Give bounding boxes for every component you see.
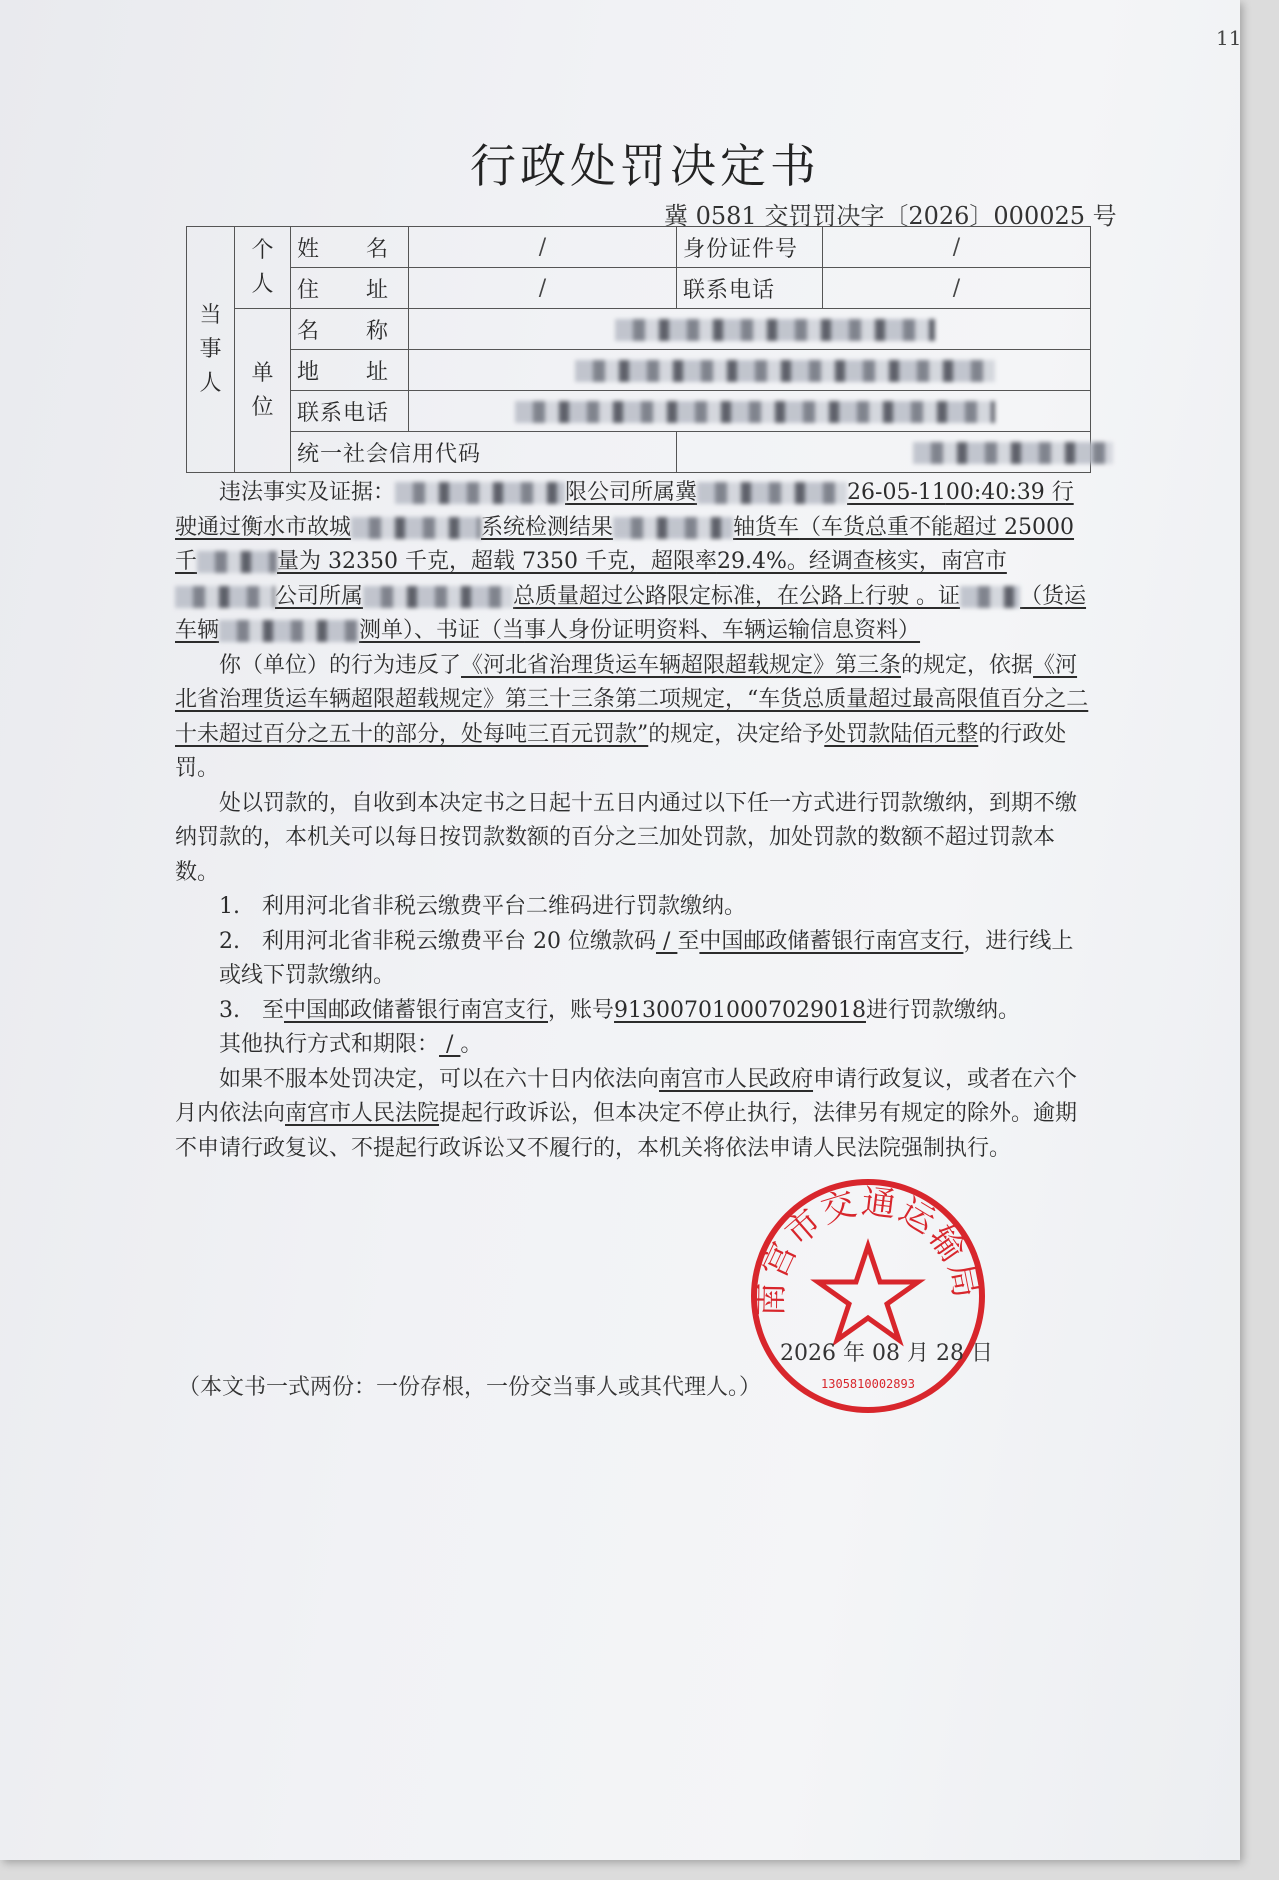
unit-name-label: 名 称	[291, 309, 409, 350]
payment-item-2	[175, 925, 1095, 994]
decision-date: 2026 年 08 月 28 日	[780, 1341, 993, 1366]
redaction-block	[575, 360, 995, 382]
violation-text-1: 你（单位）的行为违反了	[219, 652, 462, 678]
phone-value: /	[823, 268, 1091, 309]
facts-line3b: 量为 32350 千克，超载 7350 千克，超限率	[277, 549, 717, 574]
star-icon	[818, 1246, 918, 1340]
facts-line2c: 轴货车	[733, 514, 800, 540]
redaction-block	[395, 482, 565, 504]
payment-item-1: 1. 利用河北省非税云缴费平台二维码进行罚款缴纳。	[219, 894, 746, 919]
redaction-block	[515, 401, 995, 423]
payment-item-3	[175, 994, 1095, 1029]
facts-line6: 事人身份证明资料、车辆运输信息资料）	[524, 618, 921, 643]
credit-code-label: 统一社会信用代码	[291, 432, 677, 473]
redaction-block	[615, 319, 935, 341]
payment-item-2-to: 至	[677, 928, 700, 954]
redaction-block	[697, 482, 847, 504]
unit-phone-redacted	[409, 391, 1091, 432]
address-value: /	[409, 268, 677, 309]
facts-line2b: 系统检测结果	[481, 514, 614, 540]
seal-text: 南宫市交通运输局	[750, 1181, 987, 1317]
name-label: 姓 名	[291, 227, 409, 268]
seal-code: 1305810002893	[821, 1377, 915, 1391]
penalty-basis: 《河北省治理货运车辆超限超载规定》第三十三条第二项规定，“车货总质量超过最高限值百分之二十未超过百分之五十的部分，处每吨三百元罚款”	[175, 652, 1089, 747]
document-body	[175, 476, 1095, 1166]
facts-line4b: 公司所属	[275, 583, 364, 609]
payment-intro: 处以罚款的，自收到本决定书之日起十五日内通过以下任一方式进行罚款缴纳，到期不缴纳罚款的，本机关可以每日按罚款数额的百分之三加处罚款，加处罚款的数额不超过罚款本数。	[175, 790, 1078, 885]
penalty-decision: 处罚款陆佰元整	[824, 721, 979, 747]
document-number: 冀 0581 交罚罚决字〔2026〕000025 号	[664, 202, 1117, 230]
payment-account-label: ，账号	[548, 997, 615, 1023]
id-label: 身份证件号	[677, 227, 823, 268]
appeal-paragraph	[175, 1063, 1095, 1167]
payment-item-3-text: 3. 至	[219, 997, 284, 1023]
facts-label: 违法事实及证据：	[219, 480, 396, 505]
redaction-block	[613, 517, 733, 539]
payment-item-2-text: 2. 利用河北省非税云缴费平台 20 位缴款码	[219, 928, 656, 954]
redaction-block	[960, 586, 1020, 608]
phone-label: 联系电话	[677, 268, 823, 309]
appeal-text-2: 申请行政复议，或者在六个月内依法向	[175, 1066, 1078, 1126]
redaction-block	[197, 551, 277, 573]
appeal-text-3: 提起行政诉讼，但本决定不停止执行，法律另有规定的除外。逾期不申请行政复议、不提起行政诉讼又不履行的，本机关将依法申请人民法院强制执行。	[175, 1101, 1078, 1161]
review-authority: 南宫市人民政府	[659, 1066, 814, 1092]
unit-address-redacted	[409, 350, 1091, 391]
facts-paragraph	[175, 476, 1095, 649]
unit-address-label: 地 址	[291, 350, 409, 391]
page-title: 行政处罚决定书	[470, 139, 820, 193]
party-group-label: 当事人	[187, 227, 235, 473]
facts-line1: 限公司所属冀	[565, 480, 698, 505]
redaction-block	[363, 586, 513, 608]
payment-account: 913007010007029018	[614, 997, 866, 1023]
violation-text-3: 的规定，决定给予	[648, 721, 825, 747]
facts-line5a: 限定标准，在公路上行驶 。证	[667, 583, 961, 609]
facts-line3a: （车货总重不能超过 25000 千	[175, 514, 1075, 574]
facts-line1-end: 26-05-11	[847, 480, 946, 505]
name-value: /	[409, 227, 677, 268]
facts-line4c: 总质量超过公路	[513, 583, 668, 609]
unit-phone-label: 联系电话	[291, 391, 409, 432]
payment-bank-2: 中国邮政储蓄银行南宫支行	[284, 997, 549, 1023]
facts-line4a: 29.4%。经调查核实，南宫市	[716, 549, 1007, 574]
payment-item-3-end: 进行罚款缴纳。	[865, 997, 1020, 1023]
official-seal	[748, 1176, 988, 1416]
violated-law: 《河北省治理货运车辆超限超载规定》第三条	[461, 652, 902, 678]
unit-label: 单位	[235, 309, 291, 473]
violation-paragraph	[175, 649, 1095, 787]
address-label: 住 址	[291, 268, 409, 309]
redaction-block	[219, 620, 359, 642]
violation-text-4: 的行政处罚。	[175, 721, 1067, 781]
payment-code: /	[655, 928, 678, 954]
party-table	[186, 226, 1091, 473]
footer-note: （本文书一式两份：一份存根，一份交当事人或其代理人。）	[178, 1375, 762, 1400]
page-number: 11	[1216, 26, 1242, 50]
unit-name-redacted	[409, 309, 1091, 350]
facts-line5c: 测单）、书证（当	[359, 618, 525, 643]
credit-code-redacted	[677, 432, 1091, 473]
redaction-block	[175, 586, 275, 608]
payment-item-2-end: ，进行线上或线下罚款缴纳。	[219, 928, 1074, 988]
violation-text-2: 的规定，依据	[901, 652, 1034, 678]
other-method-end: 。	[460, 1032, 483, 1057]
payment-bank: 中国邮政储蓄银行南宫支行	[699, 928, 964, 954]
individual-label: 个人	[235, 227, 291, 309]
facts-line2a: 00:40:39 行驶通过衡水市故城	[175, 480, 1074, 540]
court-name: 南宫市人民法院	[285, 1101, 440, 1126]
appeal-text-1: 如果不服本处罚决定，可以在六十日内依法向	[219, 1066, 660, 1092]
other-method-label: 其他执行方式和期限：	[219, 1032, 440, 1057]
redaction-block	[913, 442, 1113, 464]
other-method	[175, 1028, 1095, 1063]
id-value: /	[823, 227, 1091, 268]
redaction-block	[351, 517, 481, 539]
other-method-value: /	[439, 1032, 461, 1057]
facts-line5b: （货运车辆	[175, 583, 1087, 643]
